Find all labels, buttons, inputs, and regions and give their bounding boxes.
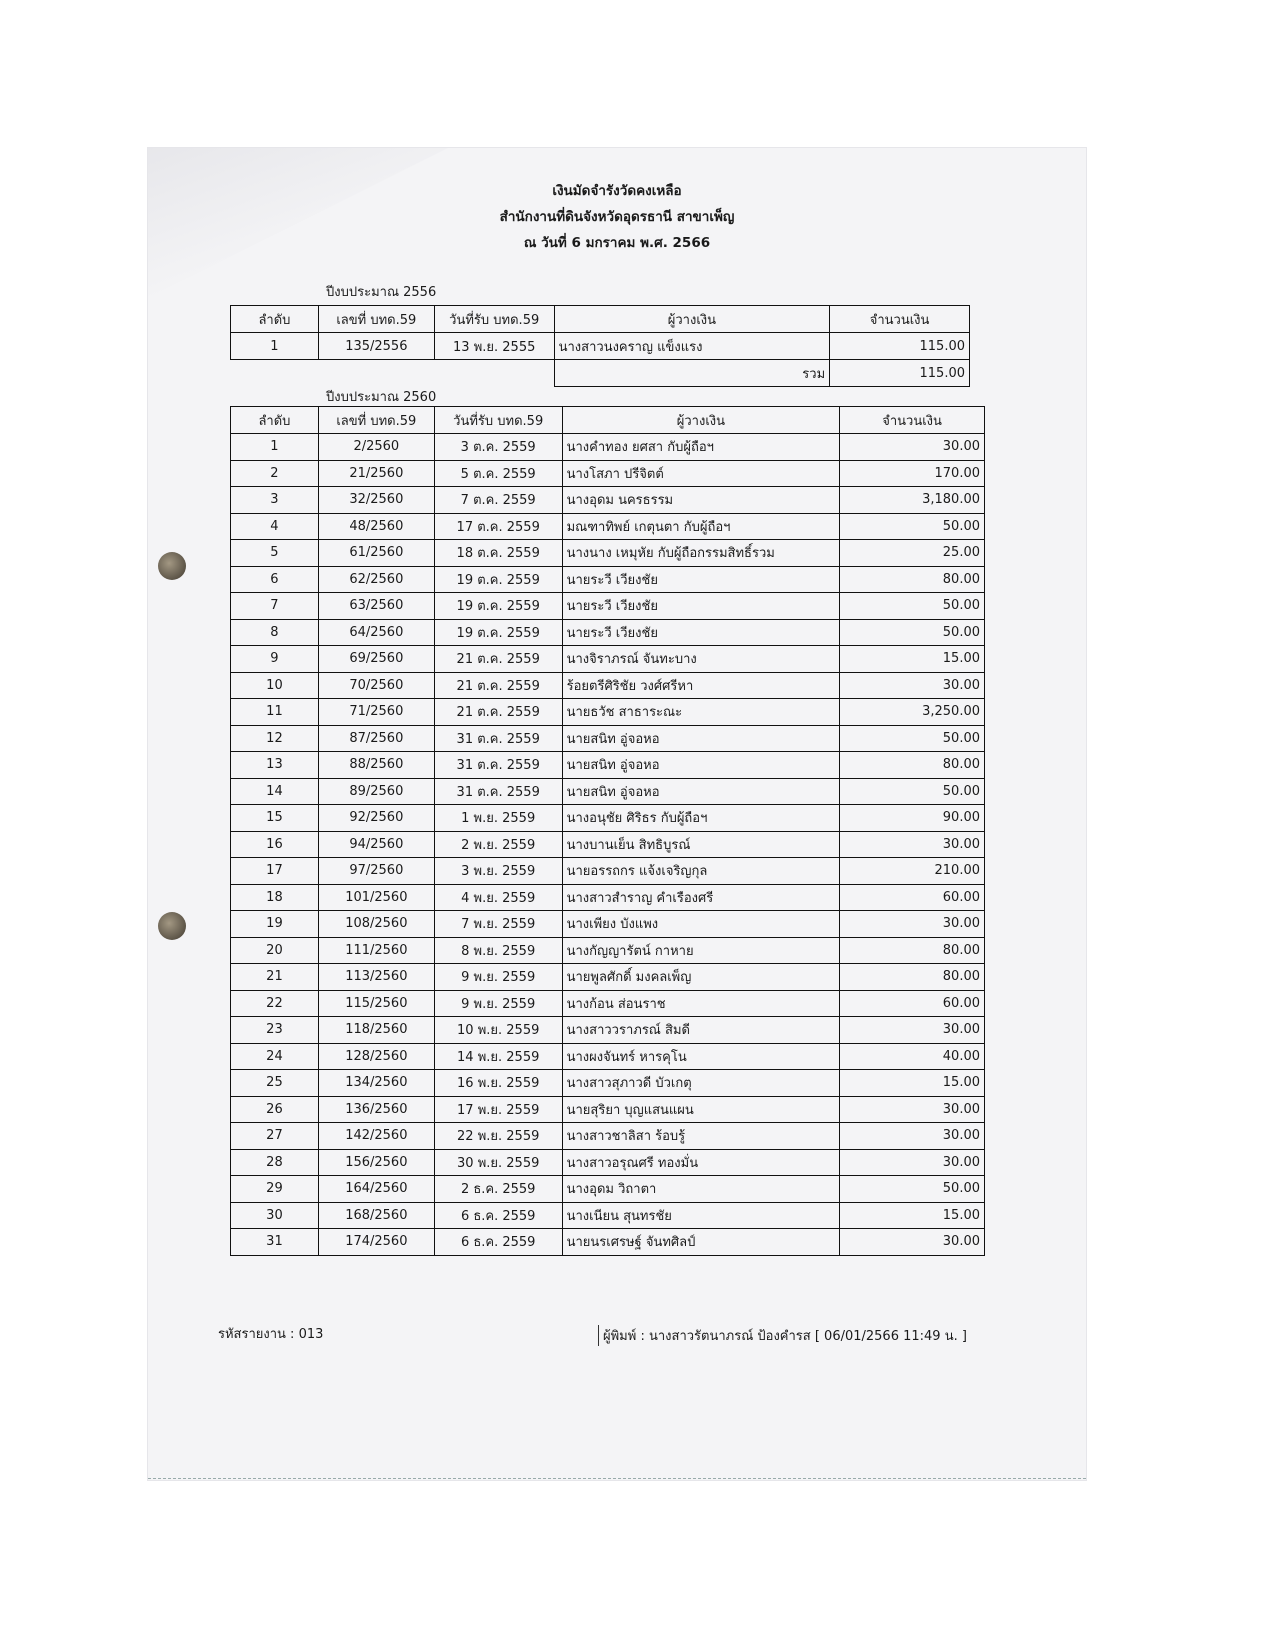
cell-depositor: นางเพียง บังแพง <box>562 911 840 938</box>
cell-doc: 113/2560 <box>318 964 434 991</box>
cell-depositor: นางกัญญารัตน์ กาหาย <box>562 937 840 964</box>
cell-doc: 115/2560 <box>318 990 434 1017</box>
cell-date: 8 พ.ย. 2559 <box>434 937 562 964</box>
cell-no: 12 <box>231 725 319 752</box>
cell-amount: 3,250.00 <box>840 699 985 726</box>
cell-depositor: นางสาวนงคราญ แข็งแรง <box>554 333 830 360</box>
total-row <box>231 360 970 387</box>
cell-no: 30 <box>231 1202 319 1229</box>
cell-depositor: นางอนุชัย ศิริธร กับผู้ถือฯ <box>562 805 840 832</box>
table-row <box>231 1149 985 1176</box>
cell-doc: 156/2560 <box>318 1149 434 1176</box>
cell-no: 14 <box>231 778 319 805</box>
cell-no: 16 <box>231 831 319 858</box>
table-row <box>231 487 985 514</box>
cell-doc: 48/2560 <box>318 513 434 540</box>
cell-date: 19 ต.ค. 2559 <box>434 619 562 646</box>
cell-depositor: นายสนิท อู่จอหอ <box>562 752 840 779</box>
document-header <box>148 178 1086 256</box>
cell-depositor: นางสาววราภรณ์ สิมดี <box>562 1017 840 1044</box>
cell-doc: 168/2560 <box>318 1202 434 1229</box>
table-row <box>231 831 985 858</box>
cell-no: 11 <box>231 699 319 726</box>
cell-amount: 25.00 <box>840 540 985 567</box>
table-row <box>231 434 985 461</box>
cell-depositor: นางสาวอรุณศรี ทองมั่น <box>562 1149 840 1176</box>
cell-amount: 15.00 <box>840 646 985 673</box>
cell-amount: 80.00 <box>840 566 985 593</box>
cell-depositor: นางอุดม วิถาตา <box>562 1176 840 1203</box>
table-row <box>231 752 985 779</box>
cell-date: 9 พ.ย. 2559 <box>434 964 562 991</box>
cell-amount: 30.00 <box>840 1096 985 1123</box>
cell-no: 4 <box>231 513 319 540</box>
cell-date: 9 พ.ย. 2559 <box>434 990 562 1017</box>
cell-amount: 210.00 <box>840 858 985 885</box>
cell-date: 21 ต.ค. 2559 <box>434 699 562 726</box>
col-header-depositor: ผู้วางเงิน <box>562 407 840 434</box>
cell-no: 2 <box>231 460 319 487</box>
cell-depositor: นางผงจันทร์ หารคุโน <box>562 1043 840 1070</box>
cell-doc: 101/2560 <box>318 884 434 911</box>
cell-depositor: นายระวี เวียงชัย <box>562 619 840 646</box>
table-row <box>231 699 985 726</box>
table-row <box>231 1176 985 1203</box>
cell-depositor: นางสาวสำราญ คำเรืองศรี <box>562 884 840 911</box>
cell-date: 6 ธ.ค. 2559 <box>434 1229 562 1256</box>
cell-doc: 87/2560 <box>318 725 434 752</box>
cell-date: 14 พ.ย. 2559 <box>434 1043 562 1070</box>
cell-no: 7 <box>231 593 319 620</box>
col-header-doc: เลขที่ บทด.59 <box>318 306 434 333</box>
cell-no: 18 <box>231 884 319 911</box>
cell-amount: 30.00 <box>840 672 985 699</box>
cell-amount: 3,180.00 <box>840 487 985 514</box>
cell-depositor: นายสุริยา บุญแสนแผน <box>562 1096 840 1123</box>
cell-doc: 21/2560 <box>318 460 434 487</box>
col-header-no: ลำดับ <box>231 306 319 333</box>
cell-no: 3 <box>231 487 319 514</box>
table-row <box>231 937 985 964</box>
cell-no: 9 <box>231 646 319 673</box>
cell-doc: 135/2556 <box>318 333 434 360</box>
cell-depositor: นายระวี เวียงชัย <box>562 566 840 593</box>
cell-depositor: นายสนิท อู่จอหอ <box>562 725 840 752</box>
cell-doc: 174/2560 <box>318 1229 434 1256</box>
table-row <box>231 646 985 673</box>
cell-amount: 30.00 <box>840 1149 985 1176</box>
cell-depositor: มณฑาทิพย์ เกตุนตา กับผู้ถือฯ <box>562 513 840 540</box>
cell-no: 23 <box>231 1017 319 1044</box>
cell-doc: 88/2560 <box>318 752 434 779</box>
cell-date: 19 ต.ค. 2559 <box>434 566 562 593</box>
cell-doc: 134/2560 <box>318 1070 434 1097</box>
cell-doc: 2/2560 <box>318 434 434 461</box>
cell-no: 6 <box>231 566 319 593</box>
cell-amount: 50.00 <box>840 778 985 805</box>
cell-date: 17 พ.ย. 2559 <box>434 1096 562 1123</box>
cell-amount: 15.00 <box>840 1202 985 1229</box>
cell-amount: 50.00 <box>840 1176 985 1203</box>
cell-amount: 60.00 <box>840 990 985 1017</box>
cell-no: 28 <box>231 1149 319 1176</box>
cell-no: 1 <box>231 434 319 461</box>
cell-date: 4 พ.ย. 2559 <box>434 884 562 911</box>
cell-date: 16 พ.ย. 2559 <box>434 1070 562 1097</box>
header-office: สำนักงานที่ดินจังหวัดอุดรธานี สาขาเพ็ญ <box>499 209 735 225</box>
table-row <box>231 593 985 620</box>
table-row <box>231 778 985 805</box>
table-row <box>231 725 985 752</box>
table-row <box>231 1096 985 1123</box>
cell-amount: 50.00 <box>840 513 985 540</box>
col-header-amount: จำนวนเงิน <box>830 306 970 333</box>
table-header-row <box>231 407 985 434</box>
report-code: รหัสรายงาน : 013 <box>218 1327 324 1342</box>
cell-no: 20 <box>231 937 319 964</box>
cell-no: 31 <box>231 1229 319 1256</box>
col-header-doc: เลขที่ บทด.59 <box>318 407 434 434</box>
cell-amount: 30.00 <box>840 1229 985 1256</box>
cell-depositor: นางบานเย็น สิทธิบูรณ์ <box>562 831 840 858</box>
document-page <box>148 148 1086 1480</box>
table-row <box>231 566 985 593</box>
cell-amount: 90.00 <box>840 805 985 832</box>
table-row <box>231 911 985 938</box>
header-date: ณ วันที่ 6 มกราคม พ.ศ. 2566 <box>523 235 711 251</box>
col-header-date: วันที่รับ บทด.59 <box>434 407 562 434</box>
cell-date: 5 ต.ค. 2559 <box>434 460 562 487</box>
cell-no: 25 <box>231 1070 319 1097</box>
cell-date: 2 ธ.ค. 2559 <box>434 1176 562 1203</box>
cell-doc: 62/2560 <box>318 566 434 593</box>
cell-depositor: ร้อยตรีศิริชัย วงศ์ศรีหา <box>562 672 840 699</box>
cell-date: 17 ต.ค. 2559 <box>434 513 562 540</box>
cell-doc: 32/2560 <box>318 487 434 514</box>
fiscal-year-label-2560: ปีงบประมาณ 2560 <box>326 390 437 405</box>
header-title: เงินมัดจำรังวัดคงเหลือ <box>552 183 682 199</box>
cell-date: 3 ต.ค. 2559 <box>434 434 562 461</box>
cell-no: 19 <box>231 911 319 938</box>
cell-date: 13 พ.ย. 2555 <box>434 333 554 360</box>
cell-depositor: นางเนียน สุนทรชัย <box>562 1202 840 1229</box>
total-label: รวม <box>554 360 830 387</box>
cell-date: 6 ธ.ค. 2559 <box>434 1202 562 1229</box>
cell-no: 29 <box>231 1176 319 1203</box>
table-row <box>231 805 985 832</box>
cell-doc: 94/2560 <box>318 831 434 858</box>
cell-date: 19 ต.ค. 2559 <box>434 593 562 620</box>
table-row <box>231 460 985 487</box>
cell-no: 15 <box>231 805 319 832</box>
cell-depositor: นายนรเศรษฐ์ จันทศิลป์ <box>562 1229 840 1256</box>
table-row <box>231 1043 985 1070</box>
cell-no: 5 <box>231 540 319 567</box>
col-header-depositor: ผู้วางเงิน <box>554 306 830 333</box>
cell-amount: 30.00 <box>840 911 985 938</box>
cell-no: 21 <box>231 964 319 991</box>
table-body <box>231 434 985 1256</box>
cell-amount: 80.00 <box>840 752 985 779</box>
cell-depositor: นายสนิท อู่จอหอ <box>562 778 840 805</box>
cell-date: 31 ต.ค. 2559 <box>434 725 562 752</box>
cell-depositor: นางนาง เหมุหัย กับผู้ถือกรรมสิทธิ์รวม <box>562 540 840 567</box>
cell-date: 31 ต.ค. 2559 <box>434 752 562 779</box>
table-row <box>231 1123 985 1150</box>
cell-doc: 63/2560 <box>318 593 434 620</box>
cell-amount: 15.00 <box>840 1070 985 1097</box>
cell-amount: 80.00 <box>840 937 985 964</box>
cell-no: 8 <box>231 619 319 646</box>
cell-no: 13 <box>231 752 319 779</box>
col-header-date: วันที่รับ บทด.59 <box>434 306 554 333</box>
cell-doc: 70/2560 <box>318 672 434 699</box>
cell-depositor: นางสาวสุภาวดี บัวเกตุ <box>562 1070 840 1097</box>
cell-no: 22 <box>231 990 319 1017</box>
table-row <box>231 858 985 885</box>
cell-amount: 30.00 <box>840 1123 985 1150</box>
cell-no: 26 <box>231 1096 319 1123</box>
cell-amount: 50.00 <box>840 619 985 646</box>
cell-amount: 50.00 <box>840 593 985 620</box>
cell-date: 31 ต.ค. 2559 <box>434 778 562 805</box>
cell-amount: 30.00 <box>840 831 985 858</box>
cell-depositor: นายระวี เวียงชัย <box>562 593 840 620</box>
cell-depositor: นางก้อน ส่อนราช <box>562 990 840 1017</box>
cell-amount: 30.00 <box>840 434 985 461</box>
cell-date: 21 ต.ค. 2559 <box>434 646 562 673</box>
cell-amount: 170.00 <box>840 460 985 487</box>
col-header-amount: จำนวนเงิน <box>840 407 985 434</box>
table-row <box>231 540 985 567</box>
cell-date: 21 ต.ค. 2559 <box>434 672 562 699</box>
table-row <box>231 1070 985 1097</box>
total-amount: 115.00 <box>830 360 970 387</box>
cell-date: 30 พ.ย. 2559 <box>434 1149 562 1176</box>
cell-doc: 108/2560 <box>318 911 434 938</box>
cell-depositor: นางสาวชาลิสา ร้อบรู้ <box>562 1123 840 1150</box>
punch-hole-bottom <box>158 912 186 940</box>
cell-doc: 61/2560 <box>318 540 434 567</box>
cell-depositor: นางคำทอง ยศสา กับผู้ถือฯ <box>562 434 840 461</box>
printed-by: ผู้พิมพ์ : นางสาวรัตนาภรณ์ ป้องคำรส [ 06/01/2566 11:49 น. ] <box>598 1325 967 1346</box>
cell-doc: 64/2560 <box>318 619 434 646</box>
cell-doc: 128/2560 <box>318 1043 434 1070</box>
cell-doc: 89/2560 <box>318 778 434 805</box>
table-row <box>231 672 985 699</box>
table-row <box>231 884 985 911</box>
cell-depositor: นายอรรถกร แจ้งเจริญกุล <box>562 858 840 885</box>
cell-date: 18 ต.ค. 2559 <box>434 540 562 567</box>
cell-doc: 97/2560 <box>318 858 434 885</box>
table-row <box>231 1202 985 1229</box>
cell-doc: 71/2560 <box>318 699 434 726</box>
cell-date: 1 พ.ย. 2559 <box>434 805 562 832</box>
cell-amount: 60.00 <box>840 884 985 911</box>
table-fiscal-2556 <box>230 305 970 387</box>
punch-hole-top <box>158 552 186 580</box>
table-row <box>231 513 985 540</box>
table-row <box>231 990 985 1017</box>
cell-amount: 40.00 <box>840 1043 985 1070</box>
cell-doc: 118/2560 <box>318 1017 434 1044</box>
table-row <box>231 964 985 991</box>
cell-date: 7 ต.ค. 2559 <box>434 487 562 514</box>
cell-doc: 164/2560 <box>318 1176 434 1203</box>
fiscal-year-label-2556: ปีงบประมาณ 2556 <box>326 285 437 300</box>
table-header-row <box>231 306 970 333</box>
cell-depositor: นางอุดม นครธรรม <box>562 487 840 514</box>
table-row <box>231 619 985 646</box>
cell-date: 10 พ.ย. 2559 <box>434 1017 562 1044</box>
cell-depositor: นางจิราภรณ์ จันทะบาง <box>562 646 840 673</box>
cell-date: 22 พ.ย. 2559 <box>434 1123 562 1150</box>
table-fiscal-2560 <box>230 406 985 1256</box>
col-header-no: ลำดับ <box>231 407 319 434</box>
cell-no: 17 <box>231 858 319 885</box>
table-row <box>231 1017 985 1044</box>
page-cut-line <box>148 1478 1086 1479</box>
cell-amount: 80.00 <box>840 964 985 991</box>
table-row <box>231 1229 985 1256</box>
cell-depositor: นายพูลศักดิ์ มงคลเพ็ญ <box>562 964 840 991</box>
cell-date: 2 พ.ย. 2559 <box>434 831 562 858</box>
cell-no: 24 <box>231 1043 319 1070</box>
cell-depositor: นายธวัช สาธาระณะ <box>562 699 840 726</box>
cell-doc: 92/2560 <box>318 805 434 832</box>
cell-date: 3 พ.ย. 2559 <box>434 858 562 885</box>
table-row <box>231 333 970 360</box>
cell-no: 1 <box>231 333 319 360</box>
cell-doc: 142/2560 <box>318 1123 434 1150</box>
cell-depositor: นางโสภา ปรีจิตต์ <box>562 460 840 487</box>
cell-doc: 111/2560 <box>318 937 434 964</box>
cell-date: 7 พ.ย. 2559 <box>434 911 562 938</box>
cell-amount: 30.00 <box>840 1017 985 1044</box>
cell-amount: 115.00 <box>830 333 970 360</box>
cell-no: 10 <box>231 672 319 699</box>
cell-doc: 69/2560 <box>318 646 434 673</box>
cell-no: 27 <box>231 1123 319 1150</box>
cell-doc: 136/2560 <box>318 1096 434 1123</box>
cell-amount: 50.00 <box>840 725 985 752</box>
